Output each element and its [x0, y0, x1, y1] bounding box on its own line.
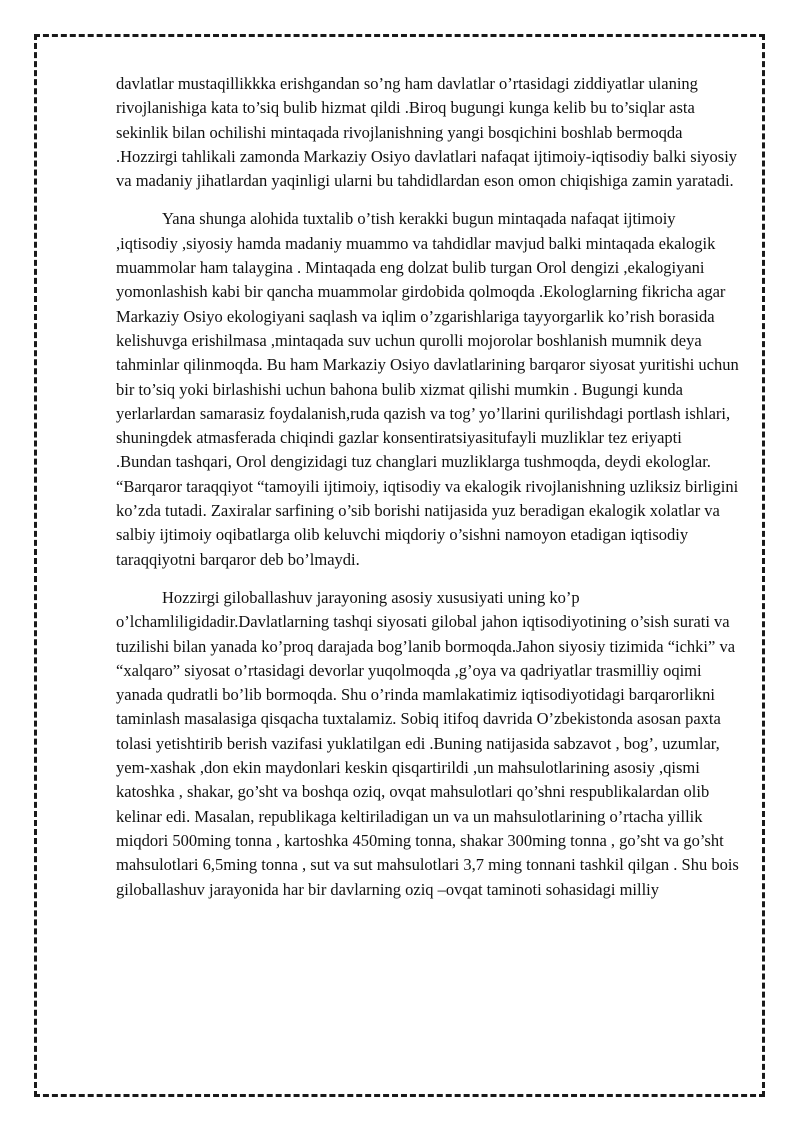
paragraph-2: Yana shunga alohida tuxtalib o’tish kerakki bugun mintaqada nafaqat ijtimoiy ,iqtisodiy ,siyosiy hamda madaniy muammo va tahdidlar mavjud balki mintaqada ekalogik muammolar ham talaygina . Mintaqada eng dolzat bulib turgan Orol dengizi ,ekalogiyani yomonlashish kabi bir qancha muammolar girdobida qolmoqda .Ekologlarning fikricha agar Markaziy Osiyo ekologiyani saqlash va iqlim o’zgarishlariga tayyorgarlik ko’rish borasida kelishuvga erishilmasa ,mintaqada suv uchun qurolli mojorolar boshlanish mumnik deya tahminlar qilinmoqda. Bu ham Markaziy Osiyo davlatlarining barqaror siyosat yuritishi uchun bir to’siq yoki birlashishi uchun bahona bulib xizmat qilishi mumkin . Bugungi kunda yerlarlardan samarasiz foydalanish,ruda qazish va tog’ yo’llarini qurilishdagi portlash ishlari, shuningdek atmasferada chiqindi gazlar konsentiratsiyasitufayli muzliklar tez eriyapti .Bundan tashqari, Orol dengizidagi tuz changlari muzliklarga tushmoqda, deydi ekologlar. “Barqaror taraqqiyot “tamoyili ijtimoiy, iqtisodiy va ekalogik rivojlanishning uzliksiz birligini ko’zda tutadi. Zaxiralar sarfining o’sib borishi natijasida yuz beradigan ekalogik xolatlar va salbiy ijtimoiy oqibatlarga olib keluvchi miqdoriy o’sishni namoyon etadigan iqtisodiy taraqqiyotni barqaror deb bo’lmaydi. [116, 209, 739, 569]
document-body [116, 72, 740, 916]
paragraph-3: Hozzirgi giloballashuv jarayoning asosiy xususiyati uning ko’p o’lchamliligidadir.Davlatlarning tashqi siyosati gilobal jahon iqtisodiyotining o’sish surati va tuzilishi bilan yanada ko’proq darajada bog’lanib bormoqda.Jahon siyosiy tizimida “ichki” va “xalqaro” siyosat o’rtasidagi devorlar yuqolmoqda ,g’oya va qadriyatlar trasmilliy oqimi yanada qudratli bo’lib bormoqda. Shu o’rinda mamlakatimiz iqtisodiyotidagi barqarorlikni taminlash masalasiga qisqacha tuxtalamiz. Sobiq itifoq davrida O’zbekistonda asosan paxta tolasi yetishtirib berish vazifasi yuklatilgan edi .Buning natijasida sabzavot , bog’, uzumlar, yem-xashak ,don ekin maydonlari keskin qisqartirildi ,un mahsulotlarining asosiy ,qismi katoshka , shakar, go’sht va boshqa oziq, ovqat mahsulotlari qo’shni respublikalardan olib kelinar edi. Masalan, republikaga keltiriladigan un va un mahsulotlarining o’rtacha yillik miqdori 500ming tonna , kartoshka 450ming tonna, shakar 300ming tonna , go’sht va go’sht mahsulotlari 6,5ming tonna , sut va sut mahsulotlari 3,7 ming tonnani tashkil qilgan . Shu bois giloballashuv jarayonida har bir davlarning oziq –ovqat taminoti sohasidagi milliy [116, 587, 739, 899]
paragraph-1: davlatlar mustaqillikkka erishgandan so’ng ham davlatlar o’rtasidagi ziddiyatlar ulaning rivojlanishiga kata to’siq bulib hizmat qildi .Biroq bugungi kunga kelib bu to’siqlar asta sekinlik bilan ochilishi mintaqada rivojlanishning yangi bosqichini boshlab bermoqda .Hozzirgi tahlikali zamonda Markaziy Osiyo davlatlari nafaqat ijtimoiy-iqtisodiy balki siyosiy va madaniy jihatlardan yaqinligi ularni bu tahdidlardan eson omon chiqishiga zamin yaratadi. [116, 74, 738, 191]
